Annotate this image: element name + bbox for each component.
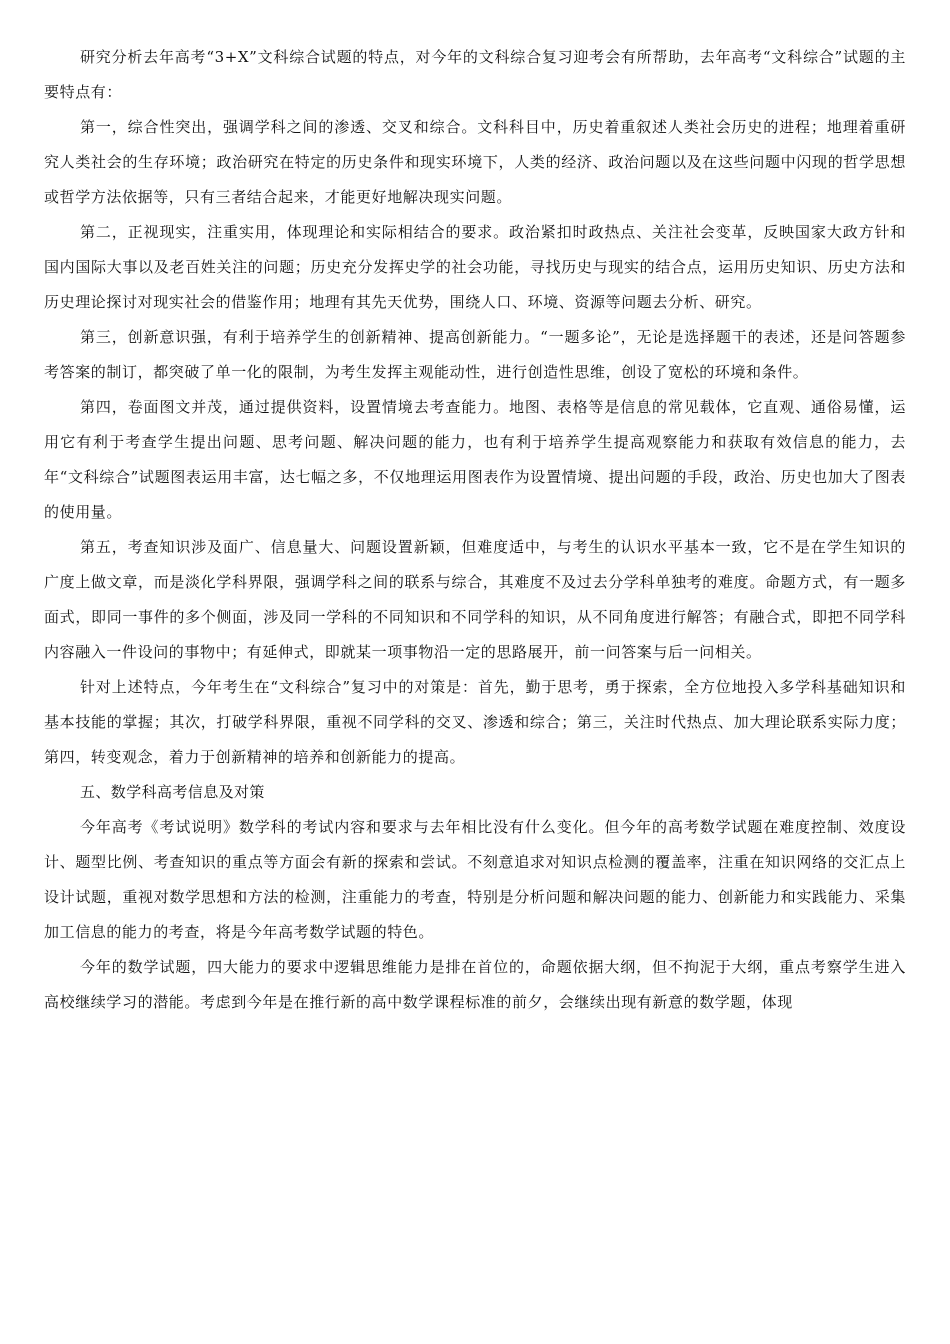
point-two-paragraph: 第二，正视现实，注重实用，体现理论和实际相结合的要求。政治紧扣时政热点、关注社会变革，反映国家大政方针和国内国际大事以及老百姓关注的问题；历史充分发挥史学的社会功能，寻找历史与现实的结合点，运用历史知识、历史方法和历史理论探讨对现实社会的借鉴作用；地理有其先天优势，围绕人口、环境、资源等问题去分析、研究。: [44, 223, 906, 311]
strategy-paragraph: 针对上述特点，今年考生在“文科综合”复习中的对策是：首先，勤于思考，勇于探索，全方位地投入多学科基础知识和基本技能的掌握；其次，打破学科界限，重视不同学科的交叉、渗透和综合；第三，关注时代热点、加大理论联系实际力度；第四，转变观念，着力于创新精神的培养和创新能力的提高。: [44, 678, 906, 766]
point-five-paragraph: 第五，考查知识涉及面广、信息量大、问题设置新颖，但难度适中，与考生的认识水平基本一致，它不是在学生知识的广度上做文章，而是淡化学科界限，强调学科之间的联系与综合，其难度不及过去分学科单独考的难度。命题方式，有一题多面式，即同一事件的多个侧面，涉及同一学科的不同知识和不同学科的知识，从不同角度进行解答；有融合式，即把不同学科内容融入一件设问的事物中；有延伸式，即就某一项事物沿一定的思路展开，前一问答案与后一问相关。: [44, 538, 906, 661]
math-info-paragraph: 今年高考《考试说明》数学科的考试内容和要求与去年相比没有什么变化。但今年的高考数学试题在难度控制、效度设计、题型比例、考查知识的重点等方面会有新的探索和尝试。不刻意追求对知识点检测的覆盖率，注重在知识网络的交汇点上设计试题，重视对数学思想和方法的检测，注重能力的考查，特别是分析问题和解决问题的能力、创新能力和实践能力、采集加工信息的能力的考查，将是今年高考数学试题的特色。: [44, 818, 906, 941]
point-three-paragraph: 第三，创新意识强，有利于培养学生的创新精神、提高创新能力。“一题多论”，无论是选择题干的表述，还是问答题参考答案的制订，都突破了单一化的限制，为考生发挥主观能动性，进行创造性思维，创设了宽松的环境和条件。: [44, 328, 906, 381]
section-heading: 五、数学科高考信息及对策: [80, 783, 265, 801]
math-ability-paragraph: 今年的数学试题，四大能力的要求中逻辑思维能力是排在首位的，命题依据大纲，但不拘泥于大纲，重点考察学生进入高校继续学习的潜能。考虑到今年是在推行新的高中数学课程标准的前夕，会继续出现有新意的数学题，体现: [44, 958, 906, 1011]
intro-paragraph: 研究分析去年高考“3+X”文科综合试题的特点，对今年的文科综合复习迎考会有所帮助，去年高考“文科综合”试题的主要特点有：: [44, 48, 906, 101]
point-one-paragraph: 第一，综合性突出，强调学科之间的渗透、交叉和综合。文科科目中，历史着重叙述人类社会历史的进程；地理着重研究人类社会的生存环境；政治研究在特定的历史条件和现实环境下，人类的经济、政治问题以及在这些问题中闪现的哲学思想或哲学方法依据等，只有三者结合起来，才能更好地解决现实问题。: [44, 118, 906, 206]
document-page: [44, 40, 906, 1020]
point-four-paragraph: 第四，卷面图文并茂，通过提供资料，设置情境去考查能力。地图、表格等是信息的常见载体，它直观、通俗易懂，运用它有利于考查学生提出问题、思考问题、解决问题的能力，也有利于培养学生提高观察能力和获取有效信息的能力，去年“文科综合”试题图表运用丰富，达七幅之多，不仅地理运用图表作为设置情境、提出问题的手段，政治、历史也加大了图表的使用量。: [44, 398, 906, 521]
